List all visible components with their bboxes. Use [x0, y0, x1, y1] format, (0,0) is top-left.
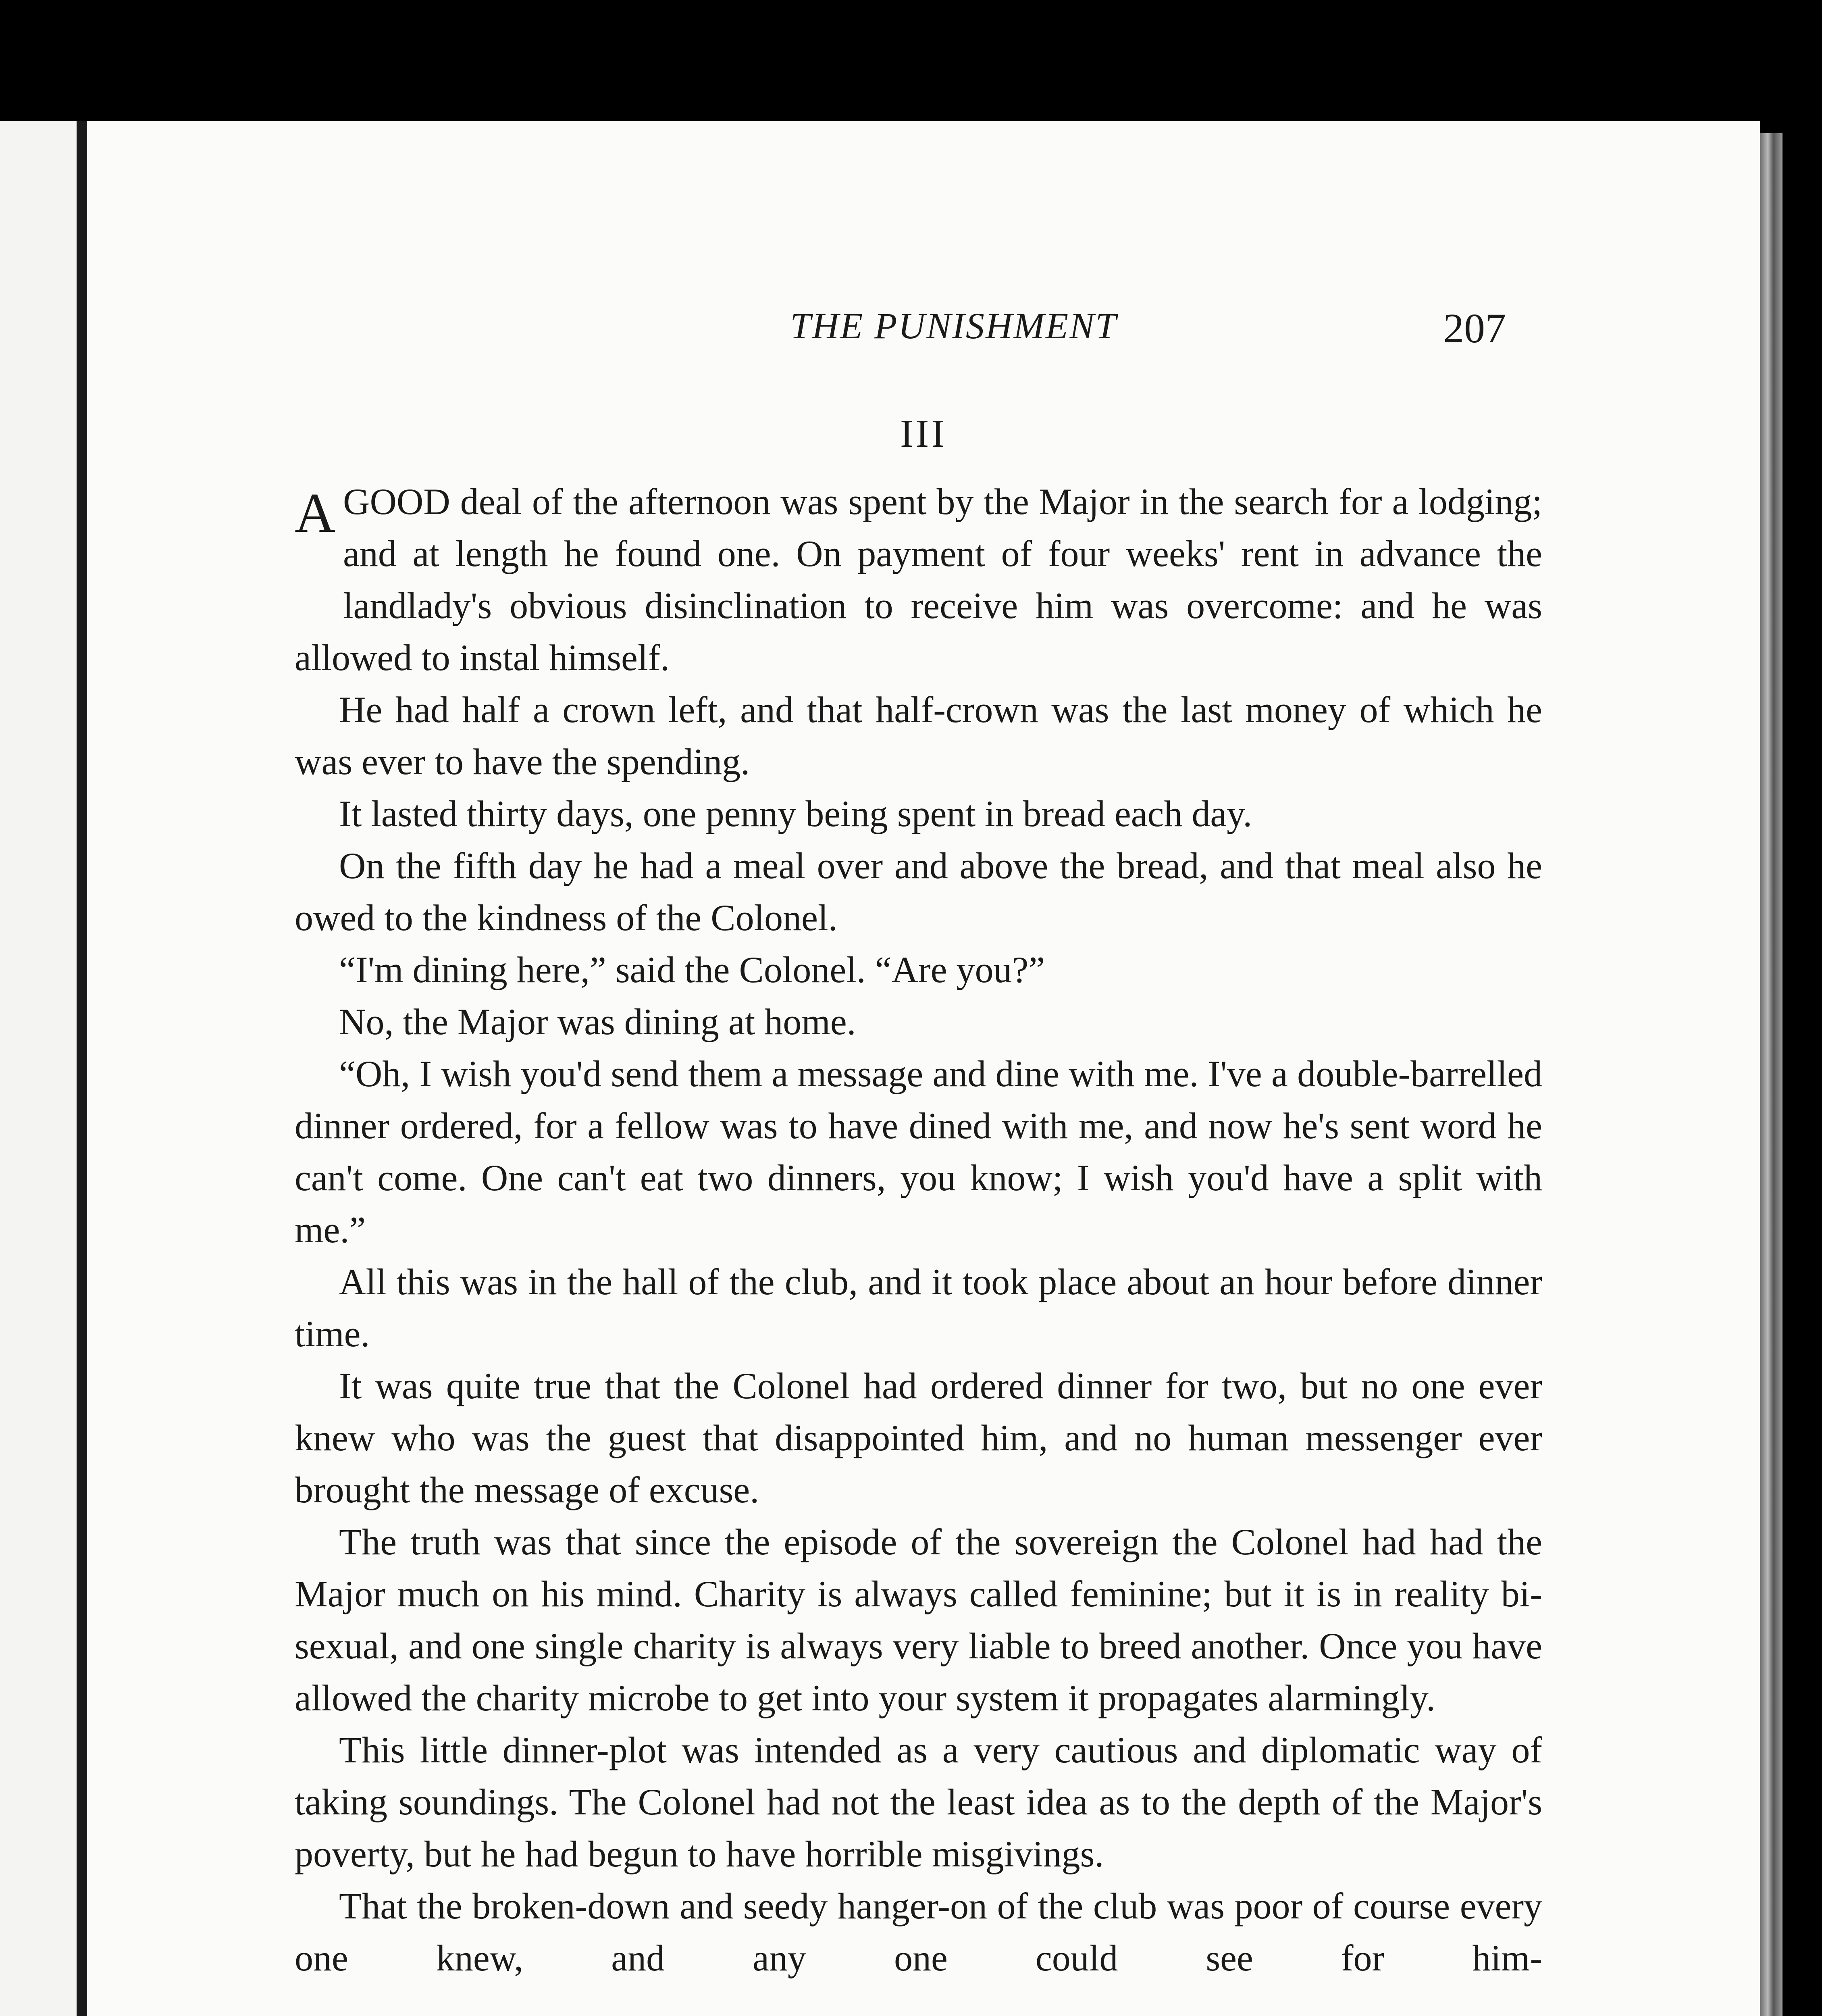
page-fore-edge [1760, 133, 1782, 2016]
paragraph: “I'm dining here,” said the Colonel. “Are you?” [339, 949, 1045, 990]
paragraph: The truth was that since the episode of the sovereign the Colonel had had the Major much on his mind. Charity is always called feminine; but it is in reality bi-sexual, and one single charity is always very liable to breed another. Once you have allowed the charity microbe to get into your system it propagates alarmingly. [295, 1521, 1542, 1718]
paragraph: All this was in the hall of the club, and it took place about an hour before dinner time. [295, 1261, 1542, 1354]
paragraph: No, the Major was dining at home. [339, 1001, 856, 1042]
page-number: 207 [1443, 305, 1506, 352]
running-head [87, 304, 1760, 361]
paragraph: On the fifth day he had a meal over and above the bread, and that meal also he owed to the kindness of the Colonel. [295, 845, 1542, 938]
paragraph: It lasted thirty days, one penny being spent in bread each day. [339, 793, 1252, 834]
section-numeral: III [900, 412, 947, 456]
book-page [87, 121, 1760, 2016]
paragraph: That the broken-down and seedy hanger-on of the club was poor of course every one knew, and any one could see for him- [295, 1885, 1542, 1979]
paragraph: “Oh, I wish you'd send them a message and dine with me. I've a double-barrelled dinner ordered, for a fellow was to have dined with me, and now he's sent word he can't come. One can't eat two dinners, you know; I wish you'd have a split with me.” [295, 1053, 1542, 1250]
body-text [295, 476, 1542, 1984]
opening-text: GOOD deal of the afternoon was spent by the Major in the search for a lodging; and at length he found one. On payment of four weeks' rent in advance the landlady's obvious disinclination to receive him was overcome: and he was allowed to instal himself. [295, 481, 1542, 678]
paragraph: This little dinner-plot was intended as a very cautious and diplomatic way of taking soundings. The Colonel had not the least idea as to the depth of the Major's poverty, but he had begun to have horrible misgivings. [295, 1729, 1542, 1874]
paragraph: It was quite true that the Colonel had ordered dinner for two, but no one ever knew who was the guest that disappointed him, and no human messenger ever brought the message of excuse. [295, 1365, 1542, 1510]
running-title: THE PUNISHMENT [790, 305, 1117, 346]
paragraph: He had half a crown left, and that half-crown was the last money of which he was ever to have the spending. [295, 689, 1542, 782]
facing-page-edge [0, 121, 87, 2016]
drop-initial: A [295, 482, 336, 544]
opening-paragraph [295, 476, 1542, 684]
